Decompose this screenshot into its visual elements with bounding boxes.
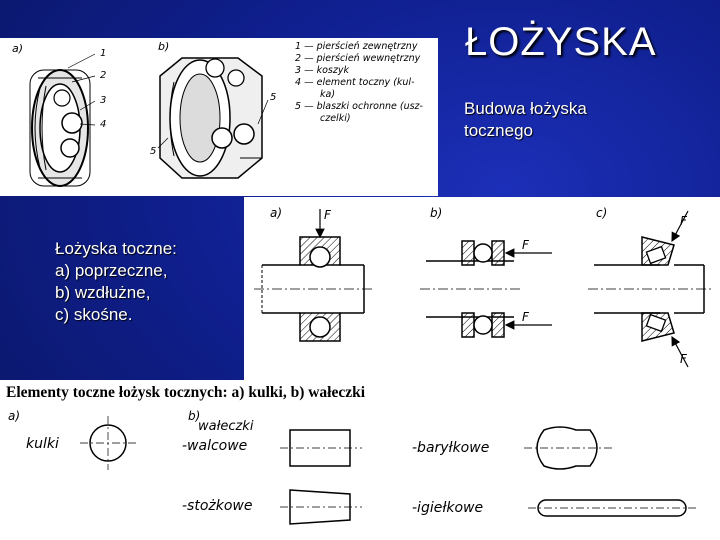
svg-text:F: F <box>680 214 687 228</box>
svg-text:F: F <box>680 352 687 366</box>
type-item-a: a) poprzeczne, <box>55 261 168 280</box>
types-heading: Łożyska toczne: <box>55 239 177 258</box>
balls-label: kulki <box>26 436 59 452</box>
needle-roller-illustration <box>528 500 698 516</box>
svg-text:5: 5 <box>150 146 157 157</box>
needle-label: -igiełkowe <box>412 500 484 516</box>
svg-text:F: F <box>324 208 331 222</box>
legend-row-1: 1 — pierścień zewnętrzny <box>295 41 418 52</box>
legend-row-2: 2 — pierścień wewnętrzny <box>295 53 421 64</box>
label-rollers-b: b) <box>188 409 201 423</box>
ball-illustration <box>80 416 136 470</box>
load-diagrams <box>244 197 720 380</box>
svg-text:1: 1 <box>100 48 107 59</box>
label-a: a) <box>12 42 24 55</box>
svg-text:5: 5 <box>270 92 277 103</box>
subtitle <box>464 98 664 142</box>
barrel-label: -baryłkowe <box>412 440 490 456</box>
subtitle-line-2: tocznego <box>464 121 533 140</box>
tapered-roller-illustration <box>280 490 362 524</box>
bearing-construction-drawing <box>0 38 300 196</box>
subtitle-line-1: Budowa łożyska <box>464 99 587 118</box>
legend-row-4-cont: ka) <box>320 89 336 100</box>
rollers-heading: wałeczki <box>198 419 254 434</box>
svg-text:F: F <box>522 310 529 324</box>
angular-bearing-diagram <box>588 206 712 367</box>
tapered-label: -stożkowe <box>182 498 253 514</box>
barrel-roller-illustration <box>524 427 612 469</box>
svg-text:b): b) <box>430 206 443 220</box>
cylindrical-label: -walcowe <box>182 438 248 454</box>
svg-text:2: 2 <box>100 70 107 81</box>
cylindrical-roller-illustration <box>280 430 362 466</box>
bearing-b-illustration <box>160 58 262 178</box>
type-item-b: b) wzdłużne, <box>55 283 151 302</box>
slide-title: ŁOŻYSKA <box>465 20 657 64</box>
legend-row-4: 4 — element toczny (kul- <box>295 77 415 88</box>
svg-text:c): c) <box>596 206 608 220</box>
label-b: b) <box>158 40 170 53</box>
legend-row-5-cont: czelki) <box>320 113 351 124</box>
axial-bearing-diagram <box>420 206 552 337</box>
rolling-elements-drawing <box>0 400 720 540</box>
svg-text:4: 4 <box>100 119 107 130</box>
svg-text:F: F <box>522 238 529 252</box>
type-item-c: c) skośne. <box>55 305 133 324</box>
radial-bearing-diagram <box>254 206 374 341</box>
svg-text:a): a) <box>270 206 283 220</box>
rolling-elements-caption: Elementy toczne łożysk tocznych: a) kulki, b) wałeczki <box>6 384 366 401</box>
svg-text:3: 3 <box>100 95 107 106</box>
bearing-types-list <box>55 238 240 326</box>
legend-row-3: 3 — koszyk <box>295 65 349 76</box>
bearing-a-illustration <box>30 70 90 186</box>
legend-row-5: 5 — blaszki ochronne (usz- <box>295 101 423 112</box>
label-balls-a: a) <box>8 409 21 423</box>
